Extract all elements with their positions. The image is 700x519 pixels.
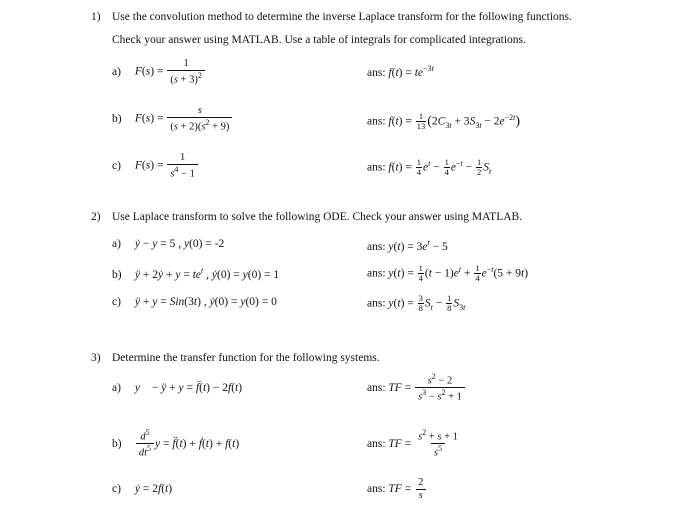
answer: ans: TF = $\frac{s^2 - 2}{s^3 - s^2 + 1}$ <box>367 373 466 404</box>
answer-label: ans: <box>367 240 386 253</box>
problem-item: c) ẏ = 2f(t) <box>112 483 173 495</box>
item-label: b) <box>112 112 122 125</box>
item-label: b) <box>112 268 122 281</box>
question-number: 1) <box>91 11 101 23</box>
item-label: c) <box>112 483 121 495</box>
question-text: Use Laplace transform to solve the following ODE. Check your answer using MATLAB. <box>112 211 523 223</box>
math-fraction: $\frac{1}{s^4 - 1}$ <box>167 152 198 180</box>
item-label: a) <box>112 382 121 394</box>
answer-label: ans: <box>367 381 386 394</box>
item-label: c) <box>112 159 121 172</box>
item-label: b) <box>112 437 122 450</box>
problem-item: b) F(s) = $\frac{s}{(s + 2)(s^2 + 9)}$ <box>112 105 233 133</box>
answer: ans: $f(t) = te^{-3t}$ <box>367 64 434 79</box>
answer: ans: y(t) = $\frac{3}{8}$ $S_t$ − $\frac{1}{8}$ $S_{3t}$ <box>367 293 466 314</box>
answer-label: ans: <box>367 66 386 79</box>
problem-item: a) ẏ − y = 5 , y(0) = -2 <box>112 238 225 250</box>
math-fraction: $\frac{s^2 - 2}{s^3 - s^2 + 1}$ <box>415 373 465 404</box>
math-fraction: $\frac{s^2 + s + 1}{s^5}$ <box>418 428 458 459</box>
math-fraction: $\frac{1}{(s + 3)^2}$ <box>167 58 205 86</box>
answer-label: ans: <box>367 267 386 280</box>
problem-item: c) F(s) = $\frac{1}{s^4 - 1}$ <box>112 152 199 180</box>
answer: ans: f(t) = $\frac{1}{4}$ $e^t$ − $\frac{1}{4}$ $e^{-t}$ − $\frac{1}{2}$ $S_t$ <box>367 157 492 178</box>
math-fraction: $\frac{d^5}{dt^5}$ <box>136 429 154 460</box>
answer: ans: TF = $\frac{s^2 + s + 1}{s^5}$ <box>367 429 462 460</box>
math-fraction: $\frac{s}{(s + 2)(s^2 + 9)}$ <box>167 105 232 133</box>
problem-item: a) F(s) = $\frac{1}{(s + 3)^2}$ <box>112 58 206 86</box>
question-number: 3) <box>91 352 101 364</box>
question-text: Use the convolution method to determine the inverse Laplace transform for the following functions. <box>112 11 572 23</box>
item-label: c) <box>112 296 121 308</box>
answer: ans: TF = $\frac{2}{s}$ <box>367 477 427 502</box>
problem-item: c) ÿ + y = Sin(3t) , ẏ(0) = y(0) = 0 <box>112 296 277 308</box>
problem-item: a) y⃛ − ÿ + y = f̈(t) − 2f(t) <box>112 382 243 394</box>
item-label: a) <box>112 65 121 78</box>
answer-label: ans: <box>367 115 386 128</box>
answer: ans: $y(t) = 3e^t - 5$ <box>367 238 448 253</box>
question-text: Check your answer using MATLAB. Use a table of integrals for complicated integrations. <box>112 34 526 46</box>
math-fraction: $\frac{2}{s}$ <box>415 477 426 502</box>
answer: ans: y(t) = $\frac{1}{4}$ $(t - 1)e^t$ + $\frac{1}{4}$ $e^{-t}(5 + 9t)$ <box>367 263 529 284</box>
answer-label: ans: <box>367 161 386 174</box>
answer: ans: f(t) = $\frac{1}{13}$ $(2C_{3t} + 3S_{3t} - 2e^{-2t})$ <box>367 111 521 132</box>
math-expression: F <box>134 65 142 78</box>
question-number: 2) <box>91 211 101 223</box>
answer-label: ans: <box>367 482 386 495</box>
item-label: a) <box>112 238 121 250</box>
problem-item: b) $\frac{d^5}{dt^5}$ y = f̈(t) + ḟ(t) + f(t) <box>112 428 240 459</box>
problem-item: b) ÿ + 2ẏ + $y = te^t$ , ẏ(0) = y(0) = 1 <box>112 266 280 281</box>
question-text: Determine the transfer function for the following systems. <box>112 352 380 364</box>
answer-label: ans: <box>367 297 386 310</box>
answer-label: ans: <box>367 437 386 450</box>
